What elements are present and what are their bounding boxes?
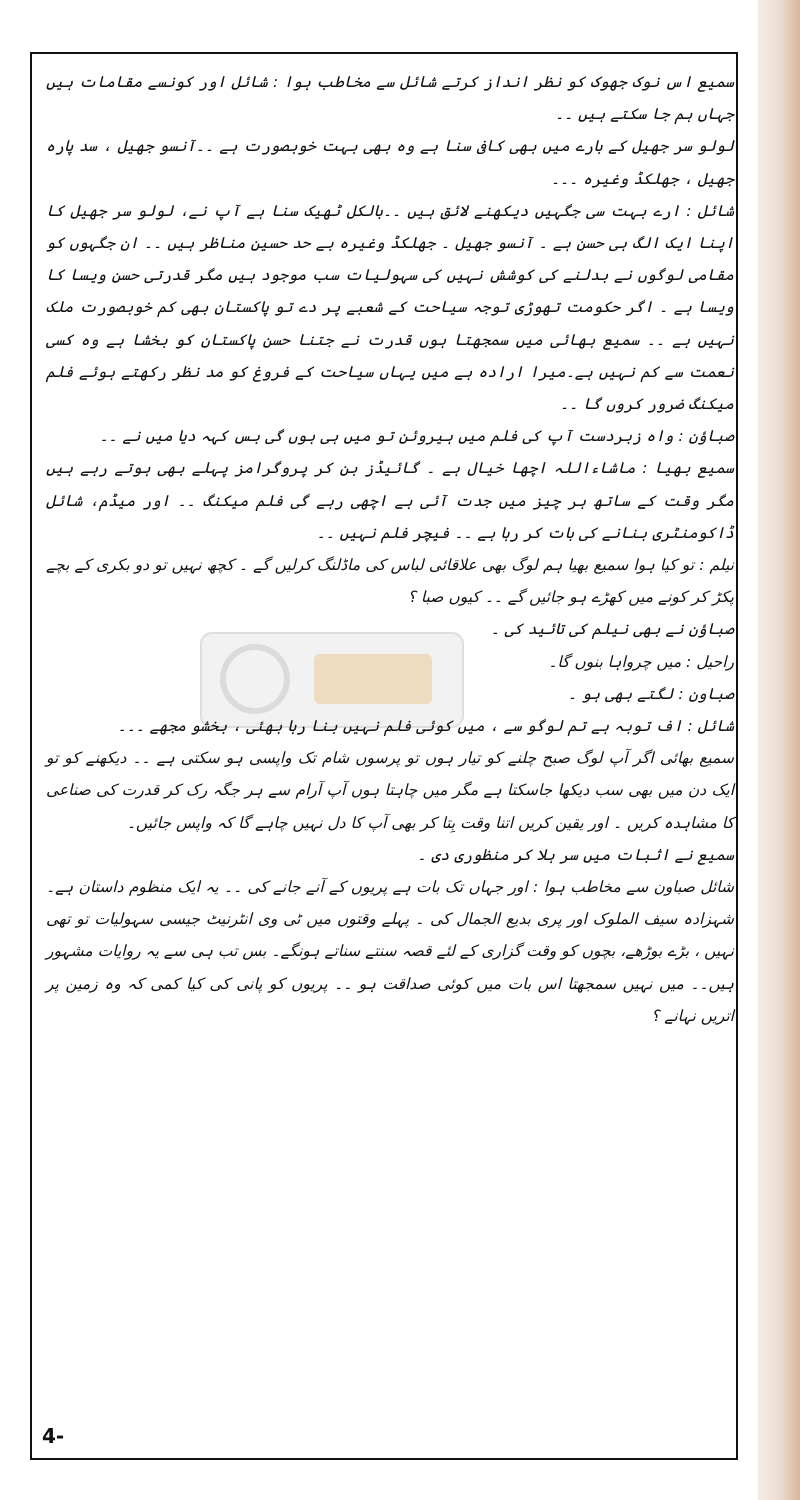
paragraph: صباون : لگتے بھی ہو ۔ [567, 684, 734, 703]
background-photo-strip [758, 0, 800, 1500]
paragraph: صباؤن : واہ زبردست آپ کی فلم میں ہیروئن تو میں ہی ہوں گی بس کہہ دیا میں نے ۔۔ [99, 427, 734, 446]
paragraph: سمیع بھیا : ماشاءاللہ اچھا خیال ہے ۔ گائیڈز بن کر پروگرامز پہلے بھی ہوتے رہے ہیں مگر وقت کے ساتھ ہر چیز میں جدت آئی ہے اچھی رہے گی فلم میکنگ ۔۔ اور میڈم، شائل ڈاکومنٹری بنانے کی بات کر رہا ہے ۔۔ فیچر فلم نہیں ۔۔ [46, 459, 734, 542]
paragraph: سمیع اس نوک جھوک کو نظر انداز کرتے شائل سے مخاطب ہوا : شائل اور کونسے مقامات ہیں جہاں ہم جا سکتے ہیں ۔۔ [46, 73, 734, 124]
paragraph: نیلم : تو کیا ہوا سمیع بھیا ہم لوگ بھی علاقائی لباس کی ماڈلنگ کرلیں گے ۔ کچھ نہیں تو دو بکری کے بچے پکڑ کر کونے میں کھڑے ہو جائیں گے ۔۔ کیوں صبا ؟ [46, 556, 734, 607]
paragraph: صباؤن نے بھی نیلم کی تائید کی ۔ [490, 620, 734, 639]
novel-text [46, 66, 734, 1032]
paragraph: شائل : ارے بہت سی جگہیں دیکھنے لائق ہیں ۔۔بالکل ٹھیک سنا ہے آپ نے، لولو سر جھیل کا اپنا ایک الگ ہی حسن ہے ۔ آنسو جھیل ۔ جھلکڈ وغیرہ بے حد حسین مناظر ہیں ۔۔ ان جگہوں کو مقامی لوگوں نے بدلنے کی کوشش نہیں کی سہولیات سب موجود ہیں مگر قدرتی حسن ویسا کا ویسا ہے ۔ اگر حکومت تھوڑی توجہ سیاحت کے شعبے پر دے تو پاکستان بھی کم خوبصورت ملک نہیں ہے ۔۔ سمیع بھائی میں سمجھتا ہوں قدرت نے جتنا حسن پاکستان کو بخشا ہے وہ کسی نعمت سے کم نہیں ہے۔میرا ارادہ ہے میں یہاں سیاحت کے فروغ کو مد نظر رکھتے ہوئے فلم میکنگ ضرور کروں گا ۔۔ [46, 201, 734, 414]
paragraph: شائل : اف توبہ ہے تم لوگو سے ، میں کوئی فلم نہیں بنا رہا بھئی ، بخشو مجھے ۔۔۔ [117, 717, 734, 736]
paragraph: سمیع نے اثبات میں سر ہلا کر منظوری دی ۔ [417, 845, 734, 864]
paragraph: راحیل : میں چرواہا بنوں گا۔ [548, 652, 734, 671]
paragraph: لولو سر جھیل کے بارے میں بھی کافی سنا ہے وہ بھی بہت خوبصورت ہے ۔۔آنسو جھیل ، سد پارہ جھیل ، جھلکڈ وغیرہ ۔۔۔ [46, 137, 734, 188]
page-number: 4- [42, 1424, 65, 1448]
paragraph: شائل صباون سے مخاطب ہوا : اور جہاں تک بات ہے پریوں کے آنے جانے کی ۔۔ یہ ایک منظوم داستان ہے۔ شہزادہ سیف الملوک اور پری بدیع الجمال کی ۔ پہلے وقتوں میں ٹی وی انٹرنیٹ جیسی سہولیات تو تھی نہیں ، بڑے بوڑھے، بچوں کو وقت گزاری کے لئے قصہ سنتے سناتے ہونگے۔ بس تب ہی سے یہ روایات مشہور ہیں۔۔ میں نہیں سمجھتا اس بات میں کوئی صداقت ہو ۔۔ پریوں کو پانی کی کیا کمی کہ وہ زمین پر اتریں نہانے ؟ [46, 878, 734, 1025]
paragraph: سمیع بھائی اگر آپ لوگ صبح چلنے کو تیار ہوں تو پرسوں شام تک واپسی ہو سکتی ہے ۔۔ دیکھنے کو تو ایک دن میں بھی سب دیکھا جاسکتا ہے مگر میں چاہتا ہوں آپ آرام سے ہر جگہ رک کر قدرت کی صناعی کا مشاہدہ کریں ۔ اور یقین کریں اتنا وقت بِتا کر بھی آپ کا دل نہیں چاہے گا کہ واپس جائیں۔ [46, 749, 734, 832]
